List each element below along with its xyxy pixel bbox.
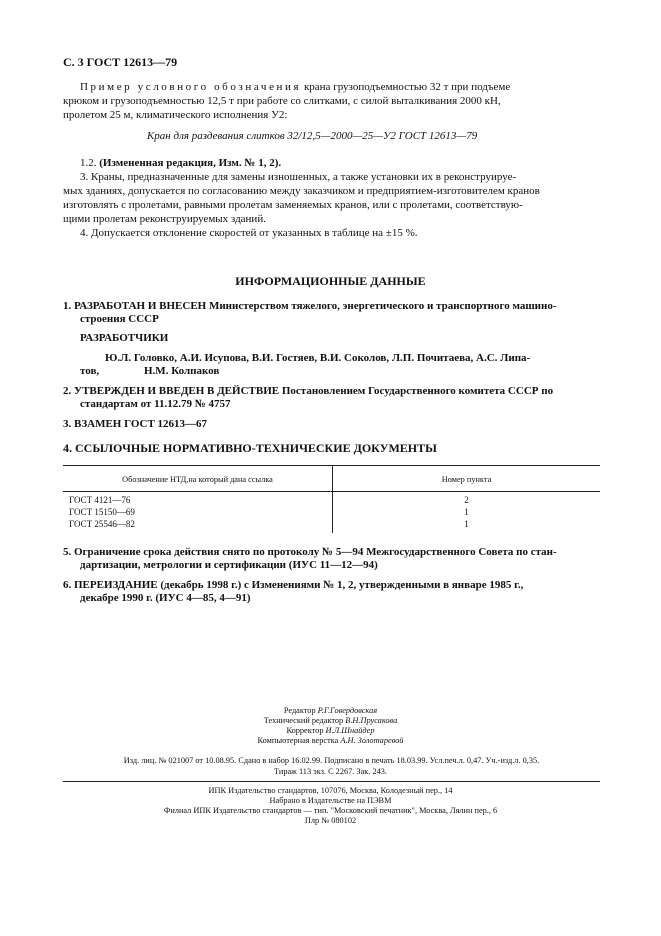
corrector-name: И.Л.Шнайдер — [325, 726, 375, 735]
imprint-ipk-line-3: Филиал ИПК Издательство стандартов — тип. "Московский печатник", Москва, Лялин пер., 6 — [163, 806, 498, 815]
clause-3-line-2: мых зданиях, допускается по согласованию между заказчиком и предприятием-изготовителем кранов — [63, 185, 540, 197]
example-line-3: пролетом 25 м, климатического исполнения У2: — [63, 109, 288, 121]
table-row-1-clause: 2 — [464, 495, 469, 505]
table-row-2-clause: 1 — [464, 507, 469, 517]
layout-label: Компьютерная верстка — [257, 736, 339, 745]
info-item-5-line-1: 5. Ограничение срока действия снято по протоколу № 5—94 Межгосударственного Совета по стан- — [63, 546, 557, 558]
clause-1-2-text: (Измененная редакция, Изм. № 1, 2). — [99, 157, 282, 169]
imprint-editor — [0, 706, 661, 716]
editor-name: Р.Г.Говердовская — [317, 706, 378, 715]
editor-label: Редактор — [283, 706, 316, 715]
info-item-6-line-1: 6. ПЕРЕИЗДАНИЕ (декабрь 1998 г.) с Изменениями № 1, 2, утвержденными в январе 1985 г., — [63, 579, 524, 591]
imprint-ipk-line-2: Набрано в Издательстве на ПЭВМ — [269, 796, 392, 805]
imprint-publication-line-1: Изд. лиц. № 021007 от 10.08.95. Сдано в набор 16.02.99. Подписано в печать 18.03.99. Усл.печ.л. 0,47. Уч.-изд.л. 0,35. — [123, 756, 540, 765]
info-item-2-line-1: 2. УТВЕРЖДЕН И ВВЕДЕН В ДЕЙСТВИЕ Постановлением Государственного комитета СССР по — [63, 385, 554, 397]
developers-line-1: Ю.Л. Головко, А.И. Исупова, В.И. Гостяев, В.И. Соколов, Л.П. Почитаева, А.С. Липа- — [105, 352, 531, 364]
example-line-1 — [80, 81, 600, 94]
tech-editor-label: Технический редактор — [263, 716, 344, 725]
example-line1-rest: крана грузоподъемностью 32 т при подъеме — [303, 81, 511, 93]
page-header: С. 3 ГОСТ 12613—79 — [63, 55, 178, 69]
info-item-3: 3. ВЗАМЕН ГОСТ 12613—67 — [63, 418, 208, 430]
info-item-2-line-2: стандартам от 11.12.79 № 4757 — [80, 398, 231, 410]
imprint-ipk-line-4: Плр № 080102 — [304, 816, 357, 825]
example-line-2: крюком и грузоподъемностью 12,5 т при работе со слитками, с силой выталкивания 2000 кН, — [63, 95, 501, 107]
example-designation: Кран для раздевания слитков 32/12,5—2000—25—У2 ГОСТ 12613—79 — [147, 130, 478, 142]
info-title: ИНФОРМАЦИОННЫЕ ДАННЫЕ — [235, 274, 426, 288]
info-item-1-line-2: строения СССР — [80, 313, 159, 325]
info-item-6-line-2: декабре 1990 г. (ИУС 4—85, 4—91) — [80, 592, 251, 604]
table-row-3-doc: ГОСТ 25546—82 — [69, 519, 135, 529]
developers-line-2a: тов, — [80, 365, 100, 377]
corrector-label: Корректор — [286, 726, 324, 735]
table-header-clause: Номер пункта — [441, 475, 492, 484]
table-row-2-doc: ГОСТ 15150—69 — [69, 507, 135, 517]
info-item-1-line-1: 1. РАЗРАБОТАН И ВНЕСЕН Министерством тяжелого, энергетического и транспортного машино- — [63, 300, 557, 312]
imprint-tech-editor — [0, 716, 661, 726]
info-item-5-line-2: дартизации, метрологии и сертификации (ИУС 11—12—94) — [80, 559, 378, 571]
clause-3-line-4: щими пролетам реконструируемых зданий. — [63, 213, 266, 225]
table-header-doc: Обозначение НТД,на который дана ссылка — [122, 475, 273, 484]
table-row-3-clause: 1 — [464, 519, 469, 529]
tech-editor-name: В.Н.Прусакова — [345, 716, 398, 725]
clause-1-2-number: 1.2. — [80, 157, 97, 169]
imprint-divider — [63, 781, 600, 782]
layout-name: А.Н. Золотаревой — [340, 736, 404, 745]
imprint-corrector — [0, 726, 661, 736]
clause-1-2 — [80, 157, 281, 170]
imprint-publication-line-2: Тираж 113 экз. С 2267. Зак. 243. — [274, 767, 387, 776]
table-row-1-doc: ГОСТ 4121—76 — [69, 495, 131, 505]
imprint-ipk-line-1: ИПК Издательство стандартов, 107076, Москва, Колодезный пер., 14 — [208, 786, 453, 795]
clause-3-line-1: 3. Краны, предназначенные для замены изношенных, а также установки их в реконструируе- — [80, 171, 517, 183]
table-header-rule — [63, 491, 600, 492]
clause-4: 4. Допускается отклонение скоростей от указанных в таблице на ±15 %. — [80, 227, 418, 239]
example-spaced-lead: Пример условного обозначения — [80, 81, 302, 93]
developers-line-2b: Н.М. Колпаков — [144, 365, 220, 377]
imprint-layout — [0, 736, 661, 746]
clause-3-line-3: изготовлять с пролетами, равными пролетам заменяемых кранов, или с пролетами, соответствую- — [63, 199, 523, 211]
developers-heading: РАЗРАБОТЧИКИ — [80, 332, 169, 344]
info-item-4: 4. ССЫЛОЧНЫЕ НОРМАТИВНО-ТЕХНИЧЕСКИЕ ДОКУМЕНТЫ — [63, 441, 437, 455]
